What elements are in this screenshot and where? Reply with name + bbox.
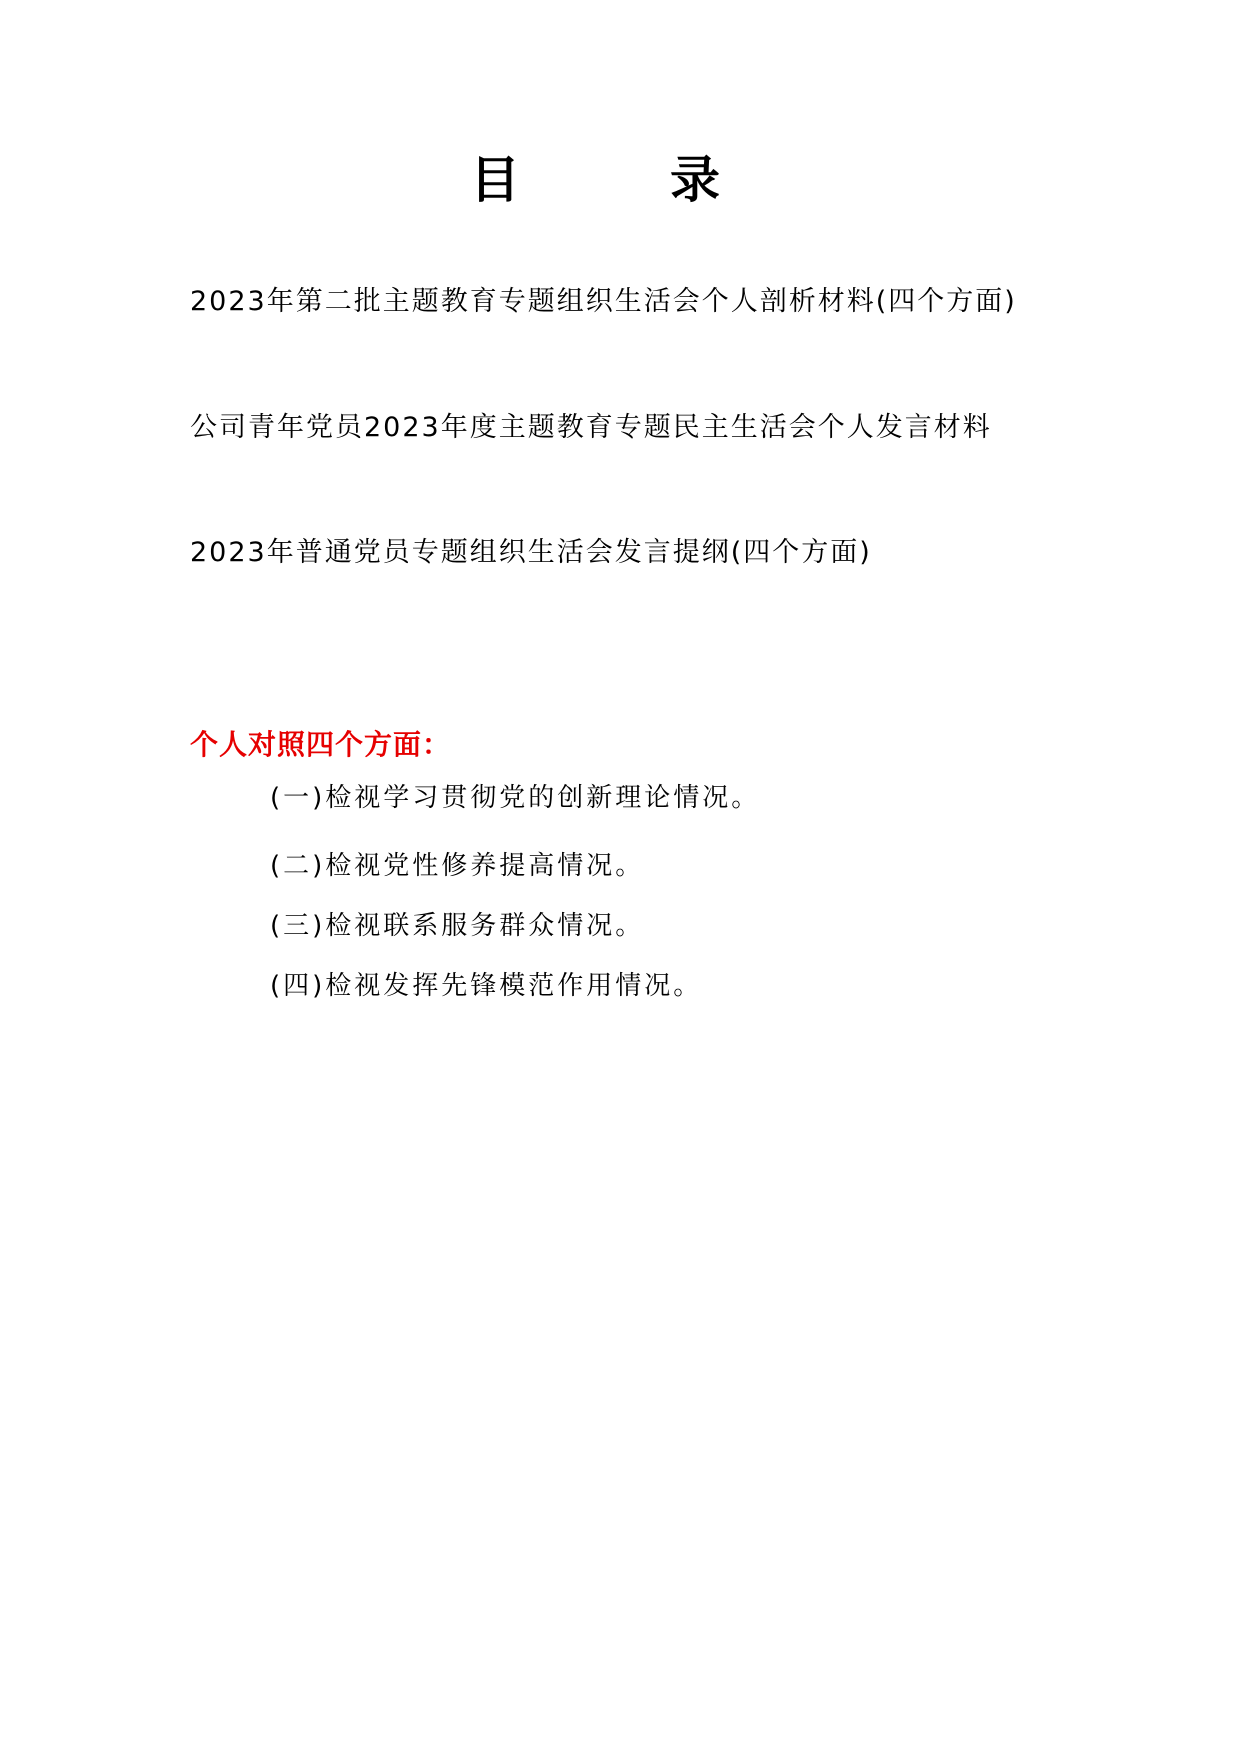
toc-entry-3: 2023年普通党员专题组织生活会发言提纲(四个方面) <box>190 537 872 568</box>
aspect-item-4: (四)检视发挥先锋模范作用情况。 <box>270 971 703 1001</box>
aspect-item-3: (三)检视联系服务群众情况。 <box>270 911 645 941</box>
section-heading: 个人对照四个方面： <box>190 728 452 761</box>
toc-entry-2: 公司青年党员2023年度主题教育专题民主生活会个人发言材料 <box>190 412 992 443</box>
aspect-item-1: (一)检视学习贯彻党的创新理论情况。 <box>270 783 761 813</box>
toc-entry-1: 2023年第二批主题教育专题组织生活会个人剖析材料(四个方面) <box>190 286 1017 317</box>
aspect-item-2: (二)检视党性修养提高情况。 <box>270 851 645 881</box>
page-title: 目 录 <box>470 151 770 209</box>
